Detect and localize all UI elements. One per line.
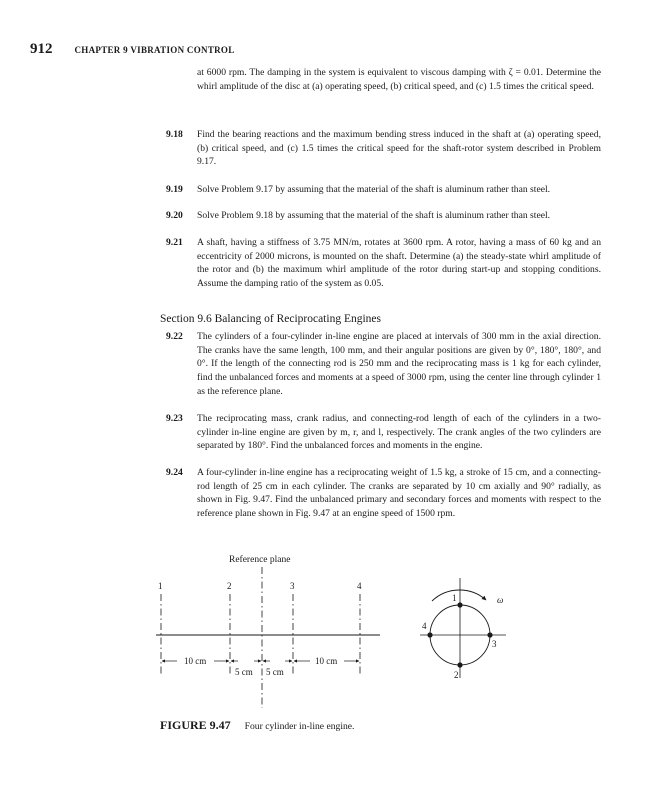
- problem-text: A shaft, having a stiffness of 3.75 MN/m, rotates at 3600 rpm. A rotor, having a mass of 60 kg and an eccentricity of 2000 microns, is mounted on the shaft. Determine (a) the steady-state whirl amplitude of the rotor and (b) the maximum whirl amplitude of the rotor during start-up and stopping conditions. Assume the damping ratio of the system as 0.05.: [197, 237, 601, 290]
- problem-number: 9.19: [166, 184, 183, 195]
- crank-2-point: [457, 662, 462, 667]
- crank-label-4: 4: [422, 621, 427, 631]
- rotation-arrow: [432, 590, 486, 601]
- problem-number: 9.22: [166, 331, 183, 342]
- crank-4-point: [427, 632, 432, 637]
- problem-text: Find the bearing reactions and the maximum bending stress induced in the shaft at (a) operating speed, (b) critical speed, and (c) 1.5 times the critical speed for the shaft-rotor system described in Problem 9.17.: [197, 129, 601, 168]
- problem-number: 9.20: [166, 210, 183, 221]
- cylinder-label-2: 2: [227, 581, 232, 591]
- dimension-label-10cm-right: 10 cm: [315, 656, 338, 666]
- crank-label-3: 3: [492, 639, 497, 649]
- section-heading: Section 9.6 Balancing of Reciprocating Engines: [160, 313, 381, 325]
- problem-number: 9.23: [166, 413, 183, 424]
- cylinder-label-3: 3: [290, 581, 295, 591]
- problem-number: 9.18: [166, 129, 183, 140]
- cylinder-label-4: 4: [357, 581, 362, 591]
- problem-text: Solve Problem 9.18 by assuming that the material of the shaft is aluminum rather than steel.: [197, 210, 551, 221]
- problem-number: 9.21: [166, 237, 183, 248]
- dimension-label-10cm-left: 10 cm: [184, 656, 207, 666]
- problem-text: A four-cylinder in-line engine has a reciprocating weight of 1.5 kg, a stroke of 15 cm, and a connecting-rod length of 25 cm in each cylinder. The cranks are separated by 10 cm axially and 90° radially, as shown in Fig. 9.47. Find the unbalanced primary and secondary forces and moments with respect to the reference plane shown in Fig. 9.47 at an engine speed of 1500 rpm.: [197, 467, 601, 520]
- crank-1-point: [457, 602, 462, 607]
- page-number: 912: [30, 41, 53, 57]
- problem-text: Solve Problem 9.17 by assuming that the material of the shaft is aluminum rather than steel.: [197, 184, 551, 195]
- chapter-title: CHAPTER 9 VIBRATION CONTROL: [74, 45, 235, 55]
- problem-text: The reciprocating mass, crank radius, and connecting-rod length of each of the cylinders in a two-cylinder in-line engine are given by m, r, and l, respectively. The crank angles of the two cylinders are separated by 180°. Find the unbalanced forces and moments in the engine.: [197, 413, 601, 452]
- problem-number: 9.24: [166, 467, 183, 478]
- continued-problem-text: at 6000 rpm. The damping in the system is equivalent to viscous damping with ζ = 0.01. Determine the whirl amplitude of the disc at (a) operating speed, (b) critical speed, and (c) 1.5 times the critical speed.: [197, 67, 601, 92]
- dimension-label-5cm-left: 5 cm: [235, 667, 253, 677]
- figure-caption-label: FIGURE 9.47: [160, 718, 231, 732]
- problem-text: The cylinders of a four-cylinder in-line engine are placed at intervals of 300 mm in the axial direction. The cranks have the same length, 100 mm, and their angular positions are given by 0°, 180°, 180°, and 0°. If the length of the connecting rod is 250 mm and the reciprocating mass is 1 kg for each cylinder, find the unbalanced forces and moments at a speed of 3000 rpm, using the center line through cylinder 1 as the reference plane.: [197, 331, 601, 397]
- crank-label-1: 1: [452, 593, 457, 603]
- figure-caption: [160, 716, 354, 734]
- crank-label-2: 2: [454, 670, 459, 680]
- cylinder-label-1: 1: [158, 581, 163, 591]
- dimension-label-5cm-right: 5 cm: [266, 667, 284, 677]
- crank-3-point: [487, 632, 492, 637]
- reference-plane-label: Reference plane: [229, 555, 291, 565]
- figure-caption-text: Four cylinder in-line engine.: [244, 721, 355, 732]
- omega-symbol: ω: [497, 595, 504, 605]
